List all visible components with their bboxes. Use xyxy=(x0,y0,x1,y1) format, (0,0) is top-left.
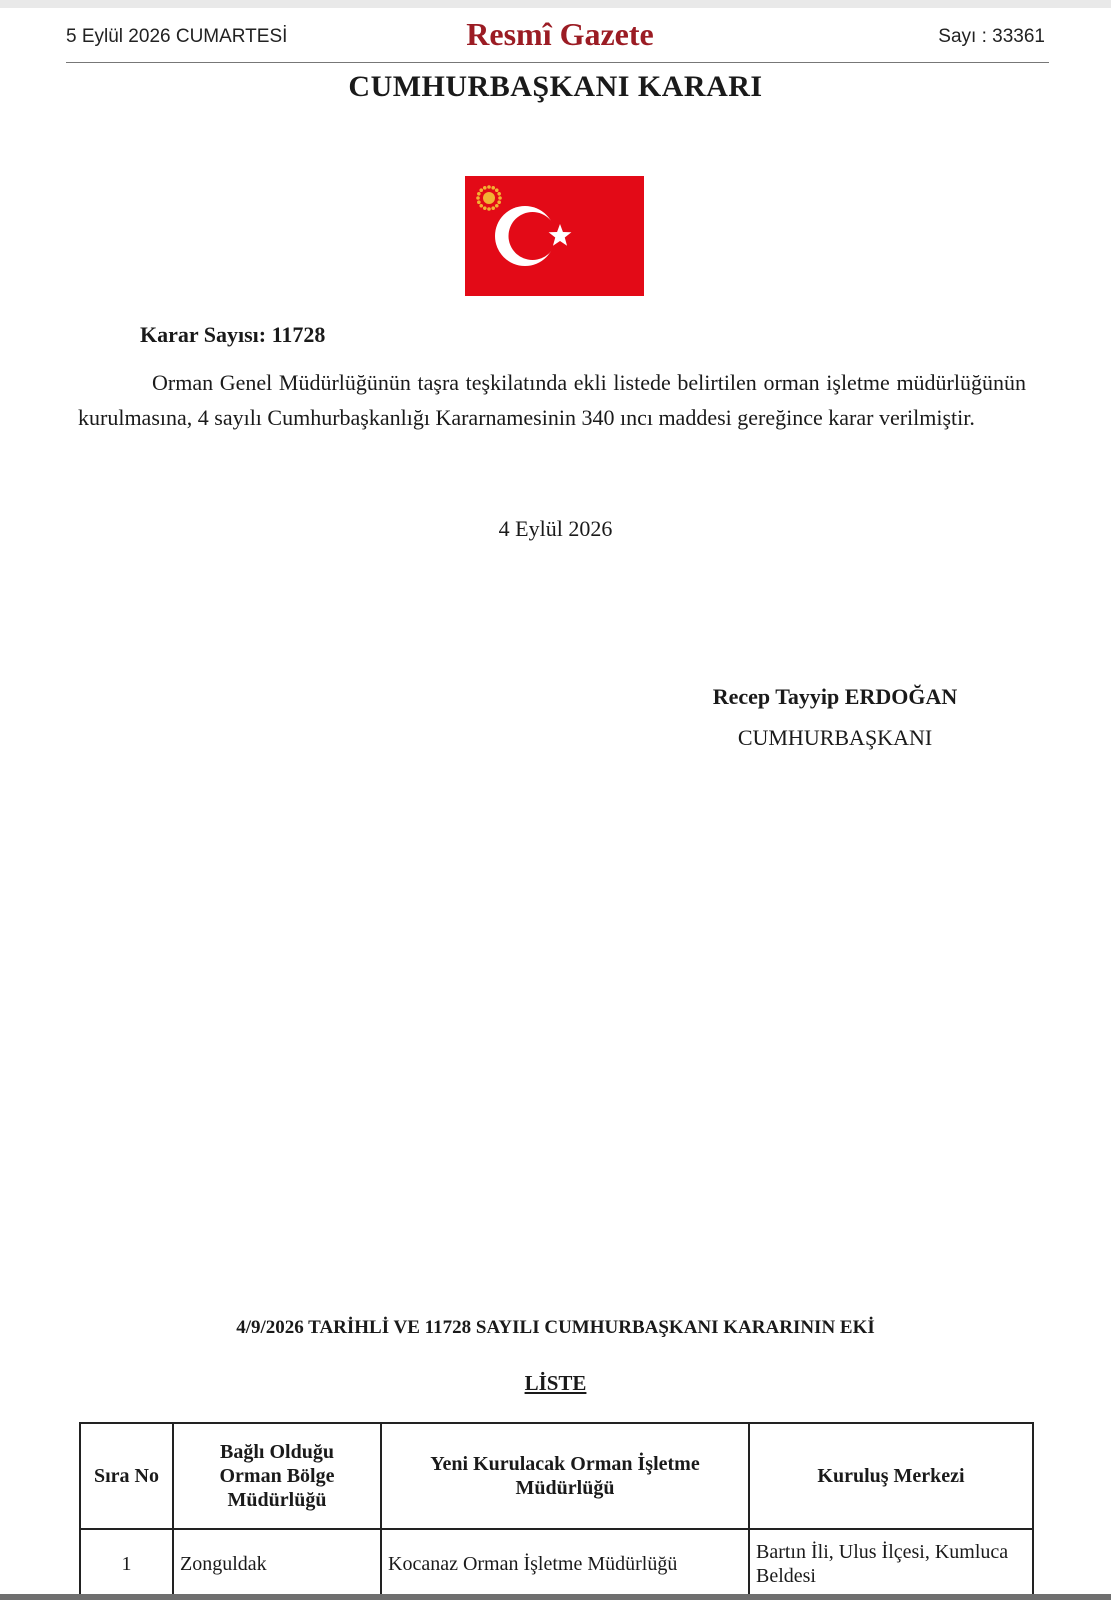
table-row xyxy=(80,1529,1033,1599)
document-title: CUMHURBAŞKANI KARARI xyxy=(348,70,763,103)
column-header-bolge: Bağlı Olduğu Orman Bölge Müdürlüğü xyxy=(173,1423,381,1529)
decision-body-text: Orman Genel Müdürlüğünün taşra teşkilatında ekli listede belirtilen orman işletme müdürlüğünün kurulmasına, 4 sayılı Cumhurbaşkanlığı Kararnamesinin 340 ıncı maddesi gereğince karar verilmiştir. xyxy=(78,370,1026,430)
column-header-sira-no: Sıra No xyxy=(80,1423,173,1529)
issue-number: Sayı : 33361 xyxy=(938,26,1045,47)
signer-name: Recep Tayyip ERDOĞAN xyxy=(712,684,958,709)
decision-number: Karar Sayısı: 11728 xyxy=(140,322,326,347)
bottom-edge-bar xyxy=(0,1594,1111,1600)
header-date: 5 Eylül 2026 CUMARTESİ xyxy=(66,26,288,47)
publication-name: Resmî Gazete xyxy=(466,16,654,52)
header-divider xyxy=(66,62,1049,63)
annex-table xyxy=(79,1422,1034,1600)
column-header-kurulus-merkezi: Kuruluş Merkezi xyxy=(749,1423,1033,1529)
presidential-flag-icon xyxy=(465,176,644,296)
cell-sira-no: 1 xyxy=(80,1529,173,1599)
table-header-row xyxy=(80,1423,1033,1529)
top-margin-strip xyxy=(0,0,1111,8)
decision-date: 4 Eylül 2026 xyxy=(498,516,613,541)
cell-center: Bartın İli, Ulus İlçesi, Kumluca Beldesi xyxy=(749,1529,1033,1599)
cell-region: Zonguldak xyxy=(173,1529,381,1599)
signer-title: CUMHURBAŞKANI xyxy=(737,725,933,750)
annex-title: 4/9/2026 TARİHLİ VE 11728 SAYILI CUMHURBAŞKANI KARARININ EKİ xyxy=(236,1317,875,1338)
cell-directorate: Kocanaz Orman İşletme Müdürlüğü xyxy=(381,1529,749,1599)
list-title: LİSTE xyxy=(524,1371,587,1395)
column-header-isletme: Yeni Kurulacak Orman İşletme Müdürlüğü xyxy=(381,1423,749,1529)
